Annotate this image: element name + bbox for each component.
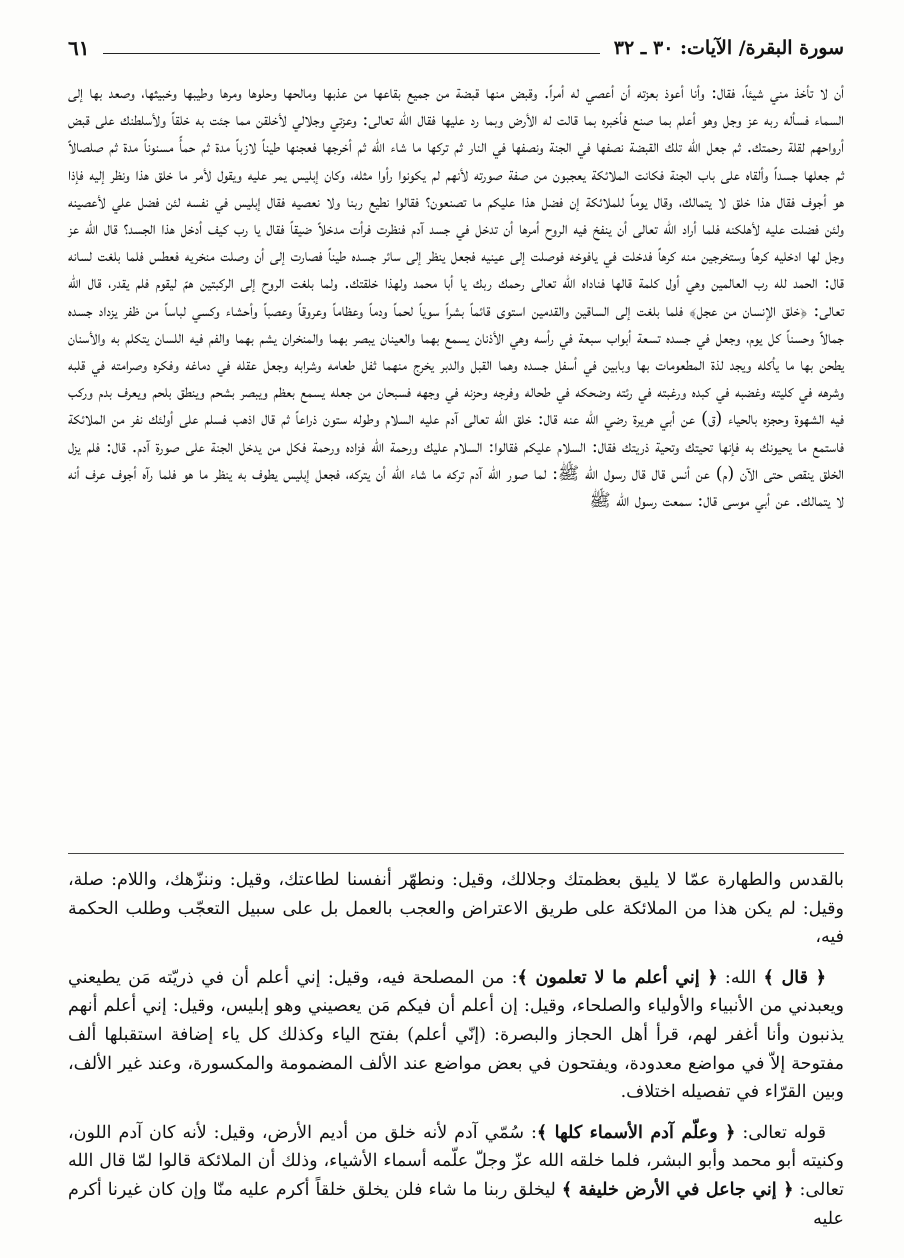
main-paragraph: أن لا تأخذ مني شيئاً، فقال: وأنا أعوذ بعزته أن أعصي له أمراً. وقبض منها قبضة من جميع بقاعها من عذبها ومالحها وحلوها ومرها وطيبها وخبيثها، وصعد بها إلى السماء فسأله ربه عز وجل وهو أعلم بما صنع فأخبره بما قالت له الأرض وبما رد عليها فقال الله تعالى: وعزتي وجلالي لأخلقن مما جئت به خلقاً ولأسلطنك على قبض أرواحهم لقلة رحمتك. ثم جعل الله تلك القبضة نصفها في الجنة ونصفها في النار ثم تركها ما شاء الله ثم أخرجها فعجنها طيناً لازباً مدة ثم حمأً مسنوناً مدة ثم صلصالاً ثم جعلها جسداً وألقاه على باب الجنة فكانت الملائكة يعجبون من صفة صورته لأنهم لم يكونوا رأوا مثله، وكان إبليس يمر عليه ويقول لأمر ما خلق هذا ونظر إليه فإذا هو أجوف فقال هذا خلق لا يتمالك، وقال يوماً للملائكة إن فضل هذا عليكم ما تصنعون؟ فقالوا نطيع ربنا ولا نعصيه فقال إبليس في نفسه لئن فضل علي لأعصينه ولئن فضلت عليه لأهلكنه فلما أراد الله تعالى أن ينفخ فيه الروح أمرها أن تدخل في جسد آدم فنظرت فرأت مدخلاً ضيقاً فقال يا رب كيف أدخل هذا الجسد؟ قال الله عز وجل لها ادخليه كرهاً وستخرجين منه كرهاً فدخلت في يافوخه فوصلت إلى عينيه فجعل ينظر إلى سائر جسده طيناً فصارت إلى أن وصلت منخريه فعطس فلما بلغت لسانه قال: الحمد لله رب العالمين وهي أول كلمة قالها فناداه الله تعالى رحمك ربك يا أبا محمد ولهذا خلقتك. ولما بلغت الروح إلى الركبتين همّ ليقوم فلم يقدر، قال الله تعالى: ﴿خلق الإنسان من عجل﴾ فلما بلغت إلى الساقين والقدمين استوى قائماً بشراً سوياً لحماً ودماً وعظاماً وعروقاً وعصباً وأحشاء وكسي لباساً من ظفر يزداد جسده جمالاً وحسناً كل يوم، وجعل في جسده تسعة أبواب سبعة في رأسه وهي الأذنان يسمع بهما والعينان يبصر بهما والمنخران يشم بهما والفم فيه اللسان يتكلم به والأسنان يطحن بها ما يأكله ويجد لذة المطعومات بها وبابين في أسفل جسده وهما القبل والدبر يخرج منهما ثفل طعامه وشرابه وجعل عقله في دماغه وفكره وصرامته في قلبه وشرهه في كليته وغضبه في كبده ورغبته في رئته وضحكه في طحاله وفرجه وحزنه في وجهه فسبحان من جعله يسمع بعظم ويبصر بشحم وينطق بلحم ويعرف بدم وركب فيه الشهوة وحجزه بالحياء (ق) عن أبي هريرة رضي الله عنه قال: خلق الله تعالى آدم عليه السلام وطوله ستون ذراعاً ثم قال اذهب فسلم على أولئك نفر من الملائكة فاستمع ما يحيونك به فإنها تحيتك وتحية ذريتك فقال: السلام عليكم فقالوا: السلام عليك ورحمة الله فزاده ورحمة فكل من يدخل الجنة على صورة آدم. قال: فلم يزل الخلق ينقص حتى الآن (م) عن أنس قال قال رسول الله ﷺ: لما صور الله آدم تركه ما شاء الله أن يتركه، فجعل إبليس يطوف به ينظر ما هو فلما رآه أجوف عرف أنه لا يتمالك. عن أبي موسى قال: سمعت رسول الله ﷺ (68, 83, 844, 512)
note-text: : من المصلحة فيه، وقيل: إني أعلم أن في ذريّته مَن يطيعني ويعبدني من الأنبياء والأولياء والصلحاء، وقيل: إن أعلم أن فيكم مَن يعصيني وهو إبليس، وقيل: إني أعلم أنهم يذنبون وأنا أغفر لهم، قرأ أهل الحجاز والبصرة: (إنّي أعلم) بفتح الياء وكذلك كل ياء إضافة استقبلها ألف مفتوحة إلاّ في مواضع معدودة، ويفتحون في بعض مواضع عند الألف المضمومة والمكسورة، وعند غير الألف، وبين القرّاء في تفصيله اختلاف. (68, 967, 844, 1103)
quran-quote: ﴿ قال ﴾ (763, 967, 826, 988)
note-text: : سُمّي آدم لأنه خلق من أديم الأرض، وقيل: لأنه كان آدم اللون، وكنيته أبو محمد وأبو البشر، فلما خلقه الله عزّ وجلّ علّمه أسماء الأشياء، وذلك أن الملائكة قالوا لمّا قال الله تعالى: (68, 1122, 844, 1200)
page-number: ٦١ (68, 36, 90, 60)
note-text: الله: (717, 967, 764, 988)
quran-quote: ﴿ إني أعلم ما لا تعلمون ﴾ (517, 967, 718, 988)
note-text: بالقدس والطهارة عمّا لا يليق بعظمتك وجلالك، وقيل: ونطهّر أنفسنا لطاعتك، وقيل: وننزّهك، واللام: صلة، وقيل: لم يكن هذا من الملائكة على طريق الاعتراض والعجب بالعمل بل على سبيل التعجّب وطلب الحكمة فيه، (68, 870, 844, 948)
note-paragraph-2 (68, 964, 844, 1107)
quran-quote: ﴿ إني جاعل في الأرض خليفة ﴾ (561, 1179, 794, 1200)
note-paragraph-1 (68, 866, 844, 952)
note-text: قوله تعالى: (735, 1122, 826, 1143)
running-title: سورة البقرة/ الآيات: ٣٠ ـ ٣٢ (613, 37, 844, 59)
footnote-separator (68, 853, 844, 854)
page-header (68, 30, 844, 66)
note-paragraph-3 (68, 1119, 844, 1233)
commentary-notes (68, 866, 844, 1245)
header-rule (103, 53, 599, 54)
main-text (68, 80, 844, 515)
note-text: ليخلق ربنا ما شاء فلن يخلق خلقاً أكرم عليه منّا وإن كان غيرنا أكرم عليه (68, 1179, 844, 1229)
quran-quote: ﴿ وعلّم آدم الأسماء كلها ﴾ (536, 1122, 736, 1143)
